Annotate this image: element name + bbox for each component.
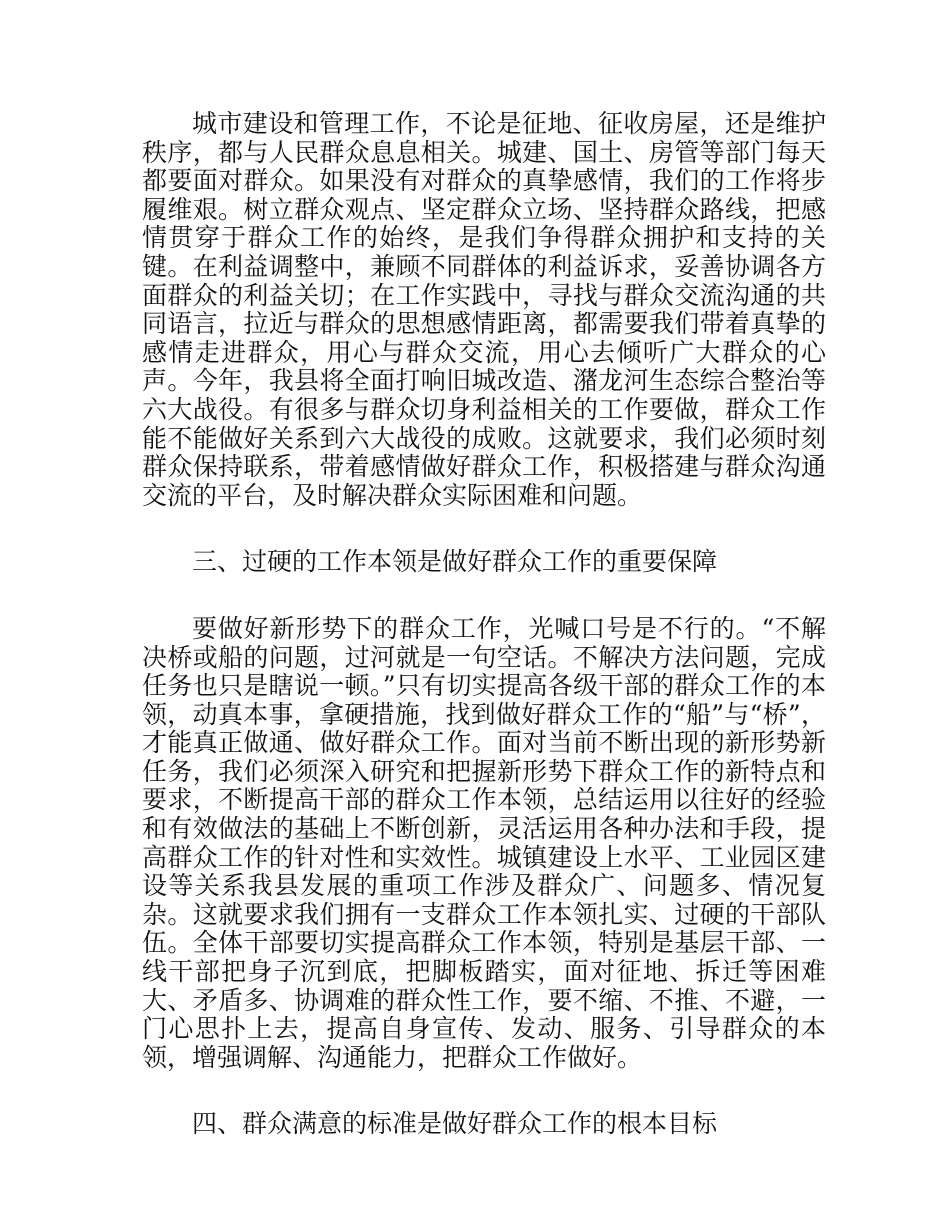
section-heading-3: 三、过硬的工作本领是做好群众工作的重要保障 xyxy=(192,547,718,577)
section-heading-4: 四、群众满意的标准是做好群众工作的根本目标 xyxy=(192,1109,718,1139)
paragraph-city-construction: 城市建设和管理工作，不论是征地、征收房屋，还是维护秩序，都与人民群众息息相关。城建、国土、房管等部门每天都要面对群众。如果没有对群众的真挚感情，我们的工作将步履维艰。树立群众观点、坚定群众立场、坚持群众路线，把感情贯穿于群众工作的始终，是我们争得群众拥护和支持的关键。在利益调整中，兼顾不同群体的利益诉求，妥善协调各方面群众的利益关切；在工作实践中，寻找与群众交流沟通的共同语言，拉近与群众的思想感情距离，都需要我们带着真挚的感情走进群众，用心与群众交流，用心去倾听广大群众的心声。今年，我县将全面打响旧城改造、潴龙河生态综合整治等六大战役。有很多与群众切身利益相关的工作要做，群众工作能不能做好关系到六大战役的成败。这就要求，我们必须时刻群众保持联系，带着感情做好群众工作，积极搭建与群众沟通交流的平台，及时解决群众实际困难和问题。 xyxy=(142,109,826,510)
paragraph-work-skills: 要做好新形势下的群众工作，光喊口号是不行的。“不解决桥或船的问题，过河就是一句空话。不解决方法问题，完成任务也只是瞎说一顿。”只有切实提高各级干部的群众工作的本领，动真本事，拿硬措施，找到做好群众工作的“船”与“桥”，才能真正做通、做好群众工作。面对当前不断出现的新形势新任务，我们必须深入研究和把握新形势下群众工作的新特点和要求，不断提高干部的群众工作本领，总结运用以往好的经验和有效做法的基础上不断创新，灵活运用各种办法和手段，提高群众工作的针对性和实效性。城镇建设上水平、工业园区建设等关系我县发展的重项工作涉及群众广、问题多、情况复杂。这就要求我们拥有一支群众工作本领扎实、过硬的干部队伍。全体干部要切实提高群众工作本领，特别是基层干部、一线干部把身子沉到底，把脚板踏实，面对征地、拆迁等困难大、矛盾多、协调难的群众性工作，要不缩、不推、不避，一门心思扑上去，提高自身宣传、发动、服务、引导群众的本领，增强调解、沟通能力，把群众工作做好。 xyxy=(142,613,826,1072)
paragraph-spacer xyxy=(142,577,826,615)
document-page xyxy=(142,110,826,1139)
paragraph-spacer xyxy=(142,510,826,548)
paragraph-spacer xyxy=(142,1072,826,1110)
